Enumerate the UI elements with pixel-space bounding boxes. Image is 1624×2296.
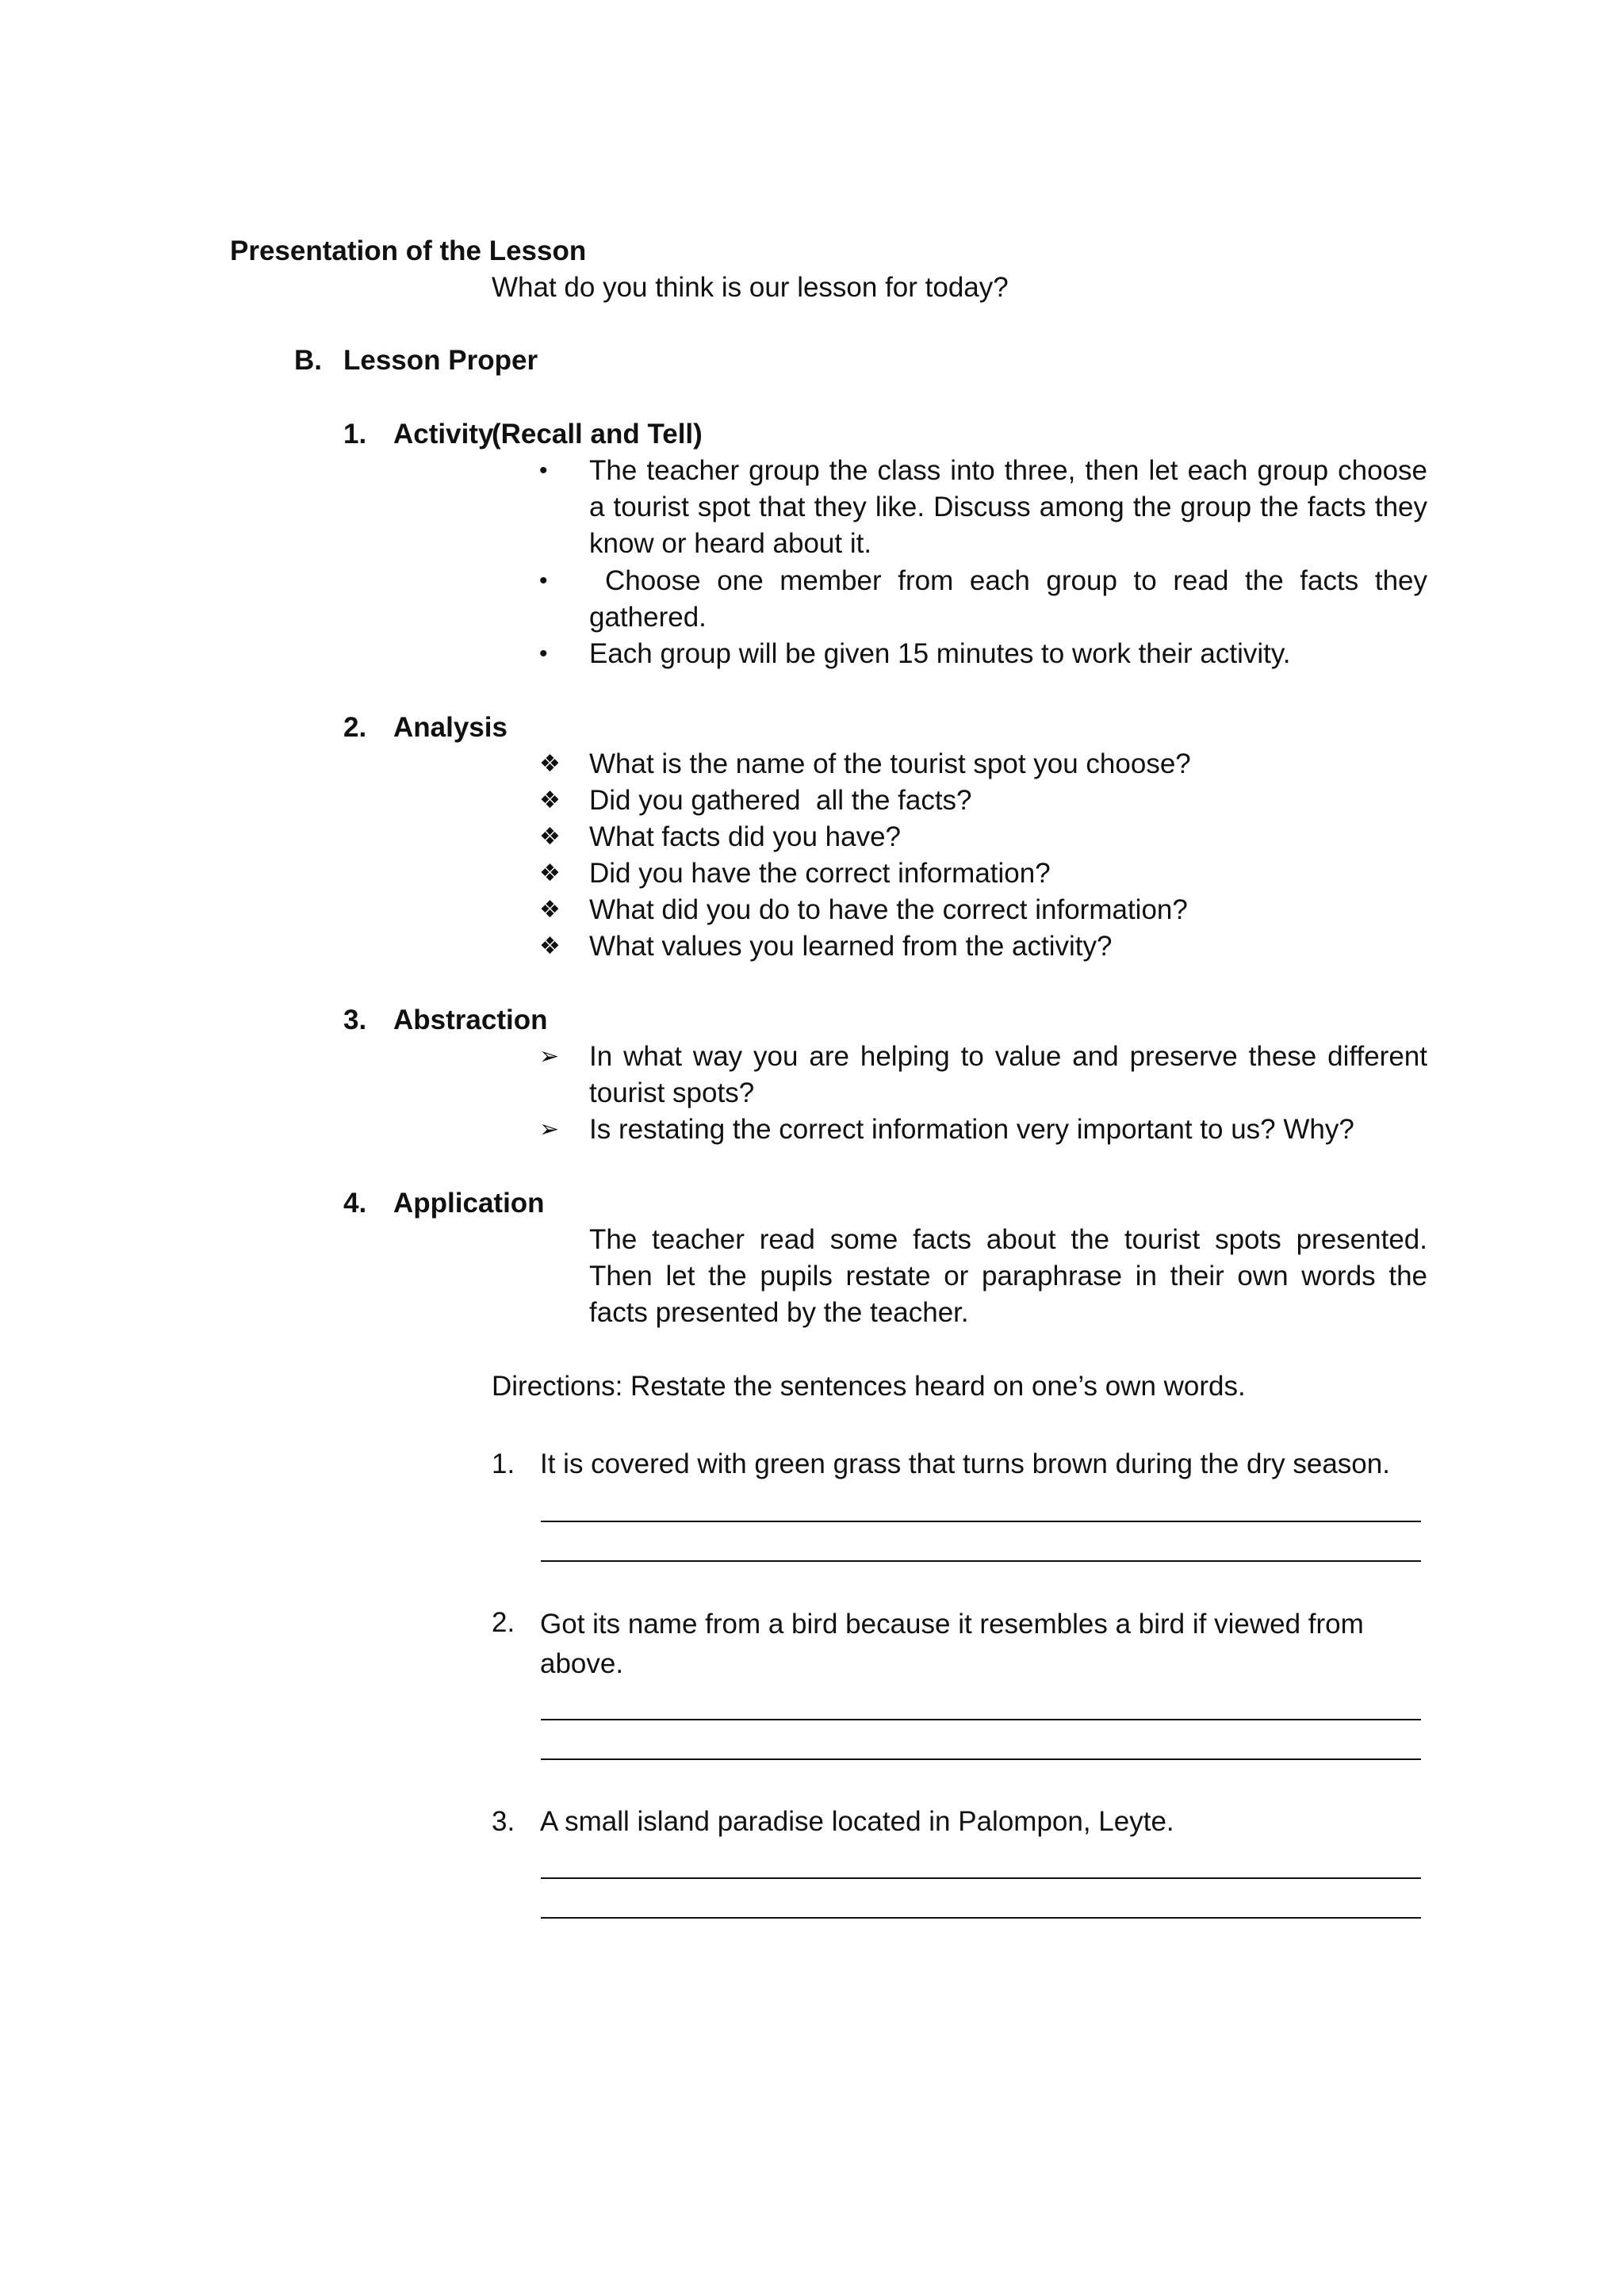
abstraction-title: Abstraction (393, 1004, 548, 1035)
analysis-question-1: What is the name of the tourist spot you choose? (589, 748, 1191, 779)
section-title: Presentation of the Lesson (230, 235, 587, 266)
exercise-sentence-3: A small island paradise located in Palompon, Leyte. (540, 1806, 1174, 1837)
exercise-sentence-2: Got its name from a bird because it resembles a bird if viewed from above. (540, 1609, 1364, 1679)
answer-line-2b[interactable] (541, 1758, 1421, 1760)
activity-bullet-3: Each group will be given 15 minutes to work their activity. (589, 638, 1291, 669)
analysis-number: 2. (343, 712, 367, 743)
abstraction-bullet-marker-2: ➢ (539, 1116, 560, 1142)
activity-bullet-marker-2: • (539, 568, 548, 594)
exercise-number-2: 2. (492, 1607, 515, 1638)
exercise-number-1: 1. (492, 1448, 515, 1479)
analysis-bullet-marker-4: ❖ (539, 860, 561, 886)
analysis-bullet-marker-2: ❖ (539, 787, 561, 813)
analysis-question-3: What facts did you have? (589, 821, 901, 852)
activity-bullet-marker-1: • (539, 457, 548, 484)
answer-line-1a[interactable] (541, 1521, 1421, 1522)
answer-line-1b[interactable] (541, 1560, 1421, 1562)
abstraction-question-1: In what way you are helping to value and preserve these different tourist spots? (589, 1041, 1427, 1108)
answer-line-3b[interactable] (541, 1917, 1421, 1919)
application-paragraph: The teacher read some facts about the tourist spots presented. Then let the pupils restate or paraphrase in their own words the facts presented by the teacher. (589, 1224, 1427, 1328)
analysis-bullet-marker-5: ❖ (539, 897, 561, 923)
answer-line-2a[interactable] (541, 1719, 1421, 1720)
analysis-question-6: What values you learned from the activity? (589, 931, 1113, 962)
exercise-sentence-1: It is covered with green grass that turns brown during the dry season. (540, 1448, 1390, 1479)
activity-title: Activity (393, 419, 494, 450)
abstraction-question-2: Is restating the correct information very important to us? Why? (589, 1114, 1354, 1145)
activity-bullet-marker-3: • (539, 641, 548, 667)
application-number: 4. (343, 1188, 367, 1219)
abstraction-bullet-marker-1: ➢ (539, 1043, 560, 1070)
analysis-bullet-marker-3: ❖ (539, 824, 561, 850)
analysis-question-4: Did you have the correct information? (589, 858, 1051, 889)
part-b-letter: B. (294, 345, 322, 376)
activity-subtitle: (Recall and Tell) (492, 419, 703, 450)
part-b-title: Lesson Proper (343, 345, 538, 376)
analysis-title: Analysis (393, 712, 508, 743)
abstraction-number: 3. (343, 1004, 367, 1035)
intro-question: What do you think is our lesson for today? (492, 272, 1009, 303)
analysis-bullet-marker-1: ❖ (539, 751, 561, 777)
application-title: Application (393, 1188, 545, 1219)
analysis-question-5: What did you do to have the correct information? (589, 894, 1188, 925)
activity-bullet-2: Choose one member from each group to read the facts they gathered. (589, 565, 1427, 633)
directions-text: Directions: Restate the sentences heard on one’s own words. (492, 1371, 1246, 1402)
activity-bullet-1: The teacher group the class into three, then let each group choose a tourist spot that they like. Discuss among the group the facts they know or heard about it. (589, 455, 1427, 559)
answer-line-3a[interactable] (541, 1877, 1421, 1879)
activity-number: 1. (343, 419, 367, 450)
exercise-number-3: 3. (492, 1806, 515, 1837)
analysis-bullet-marker-6: ❖ (539, 933, 561, 959)
analysis-question-2: Did you gathered all the facts? (589, 785, 972, 816)
